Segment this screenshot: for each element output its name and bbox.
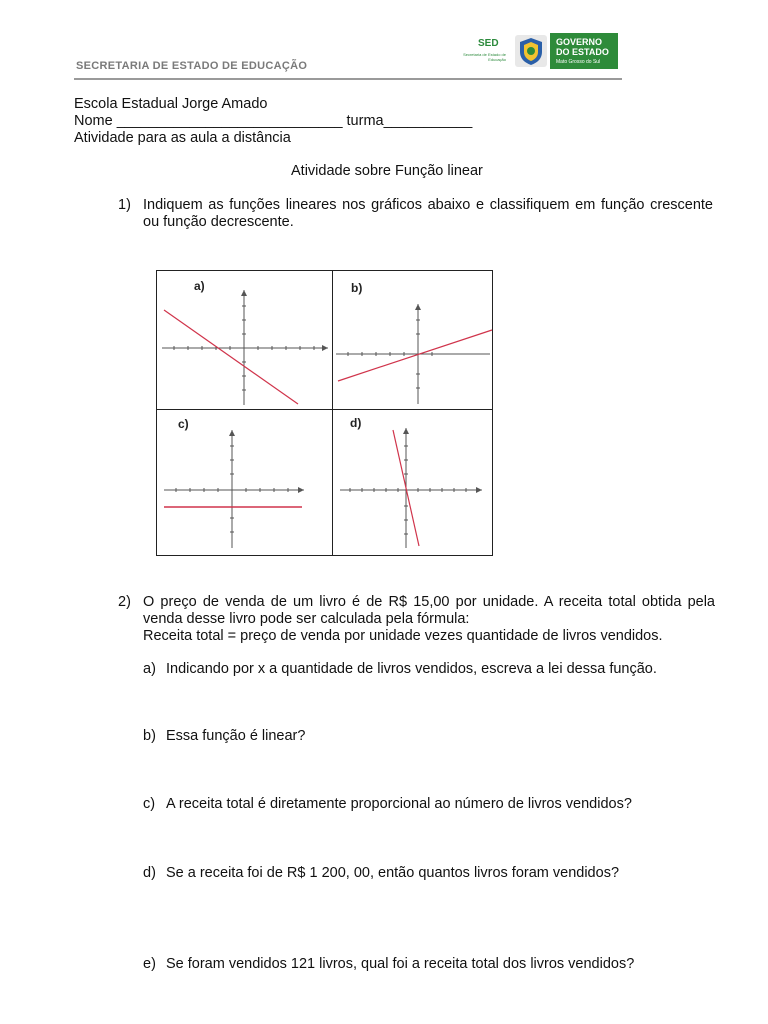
question2-number: 2) bbox=[118, 594, 131, 610]
question2-item-d-label: d) bbox=[143, 865, 156, 881]
graph-c bbox=[164, 430, 304, 548]
graph-label-d: d) bbox=[350, 416, 362, 430]
header-divider bbox=[74, 78, 622, 80]
question2-item-e-label: e) bbox=[143, 956, 156, 972]
gov-line2: DO ESTADO bbox=[556, 47, 609, 57]
question2-item-b-text: Essa função é linear? bbox=[166, 728, 306, 744]
question2-item-a-text: Indicando por x a quantidade de livros vendidos, escreva a lei dessa função. bbox=[166, 661, 657, 677]
graph-label-c: c) bbox=[178, 417, 189, 431]
function-graphs bbox=[156, 270, 493, 556]
graph-b bbox=[336, 304, 492, 404]
sed-subtitle: Secretaria de Estado de Educação bbox=[463, 52, 506, 62]
question1-number: 1) bbox=[118, 197, 131, 213]
line-a bbox=[164, 310, 298, 404]
gov-line3: Mato Grosso do Sul bbox=[556, 59, 601, 65]
sed-title: SED bbox=[478, 38, 499, 49]
government-logo bbox=[550, 33, 618, 69]
question2-item-e-text: Se foram vendidos 121 livros, qual foi a receita total dos livros vendidos? bbox=[166, 956, 635, 972]
activity-type: Atividade para as aula a distância bbox=[74, 130, 291, 146]
line-b bbox=[338, 330, 492, 381]
department-title: SECRETARIA DE ESTADO DE EDUCAÇÃO bbox=[76, 60, 308, 72]
graph-a bbox=[162, 290, 328, 405]
school-name: Escola Estadual Jorge Amado bbox=[74, 96, 268, 112]
question2-formula: Receita total = preço de venda por unidade vezes quantidade de livros vendidos. bbox=[143, 628, 663, 644]
question2-text: O preço de venda de um livro é de R$ 15,00 por unidade. A receita total obtida pela venda desse livro pode ser calculada pela fórmula: bbox=[143, 594, 715, 627]
question2-item-b-label: b) bbox=[143, 728, 156, 744]
gov-line1: GOVERNO bbox=[556, 37, 603, 47]
question2-item-d-text: Se a receita foi de R$ 1 200, 00, então quantos livros foram vendidos? bbox=[166, 865, 620, 881]
question1-text: Indiquem as funções lineares nos gráficos abaixo e classifiquem em função crescente ou função decrescente. bbox=[143, 197, 713, 230]
activity-title: Atividade sobre Função linear bbox=[291, 163, 483, 179]
name-line: Nome ____________________________ turma___________ bbox=[74, 113, 473, 129]
state-crest-icon bbox=[514, 34, 548, 68]
question2-item-a-label: a) bbox=[143, 661, 156, 677]
graph-label-b: b) bbox=[351, 281, 363, 295]
graph-d bbox=[340, 428, 482, 548]
question2-item-c-text: A receita total é diretamente proporcional ao número de livros vendidos? bbox=[166, 796, 632, 812]
graph-label-a: a) bbox=[194, 279, 205, 293]
question2-item-c-label: c) bbox=[143, 796, 156, 812]
sed-logo bbox=[456, 38, 506, 68]
